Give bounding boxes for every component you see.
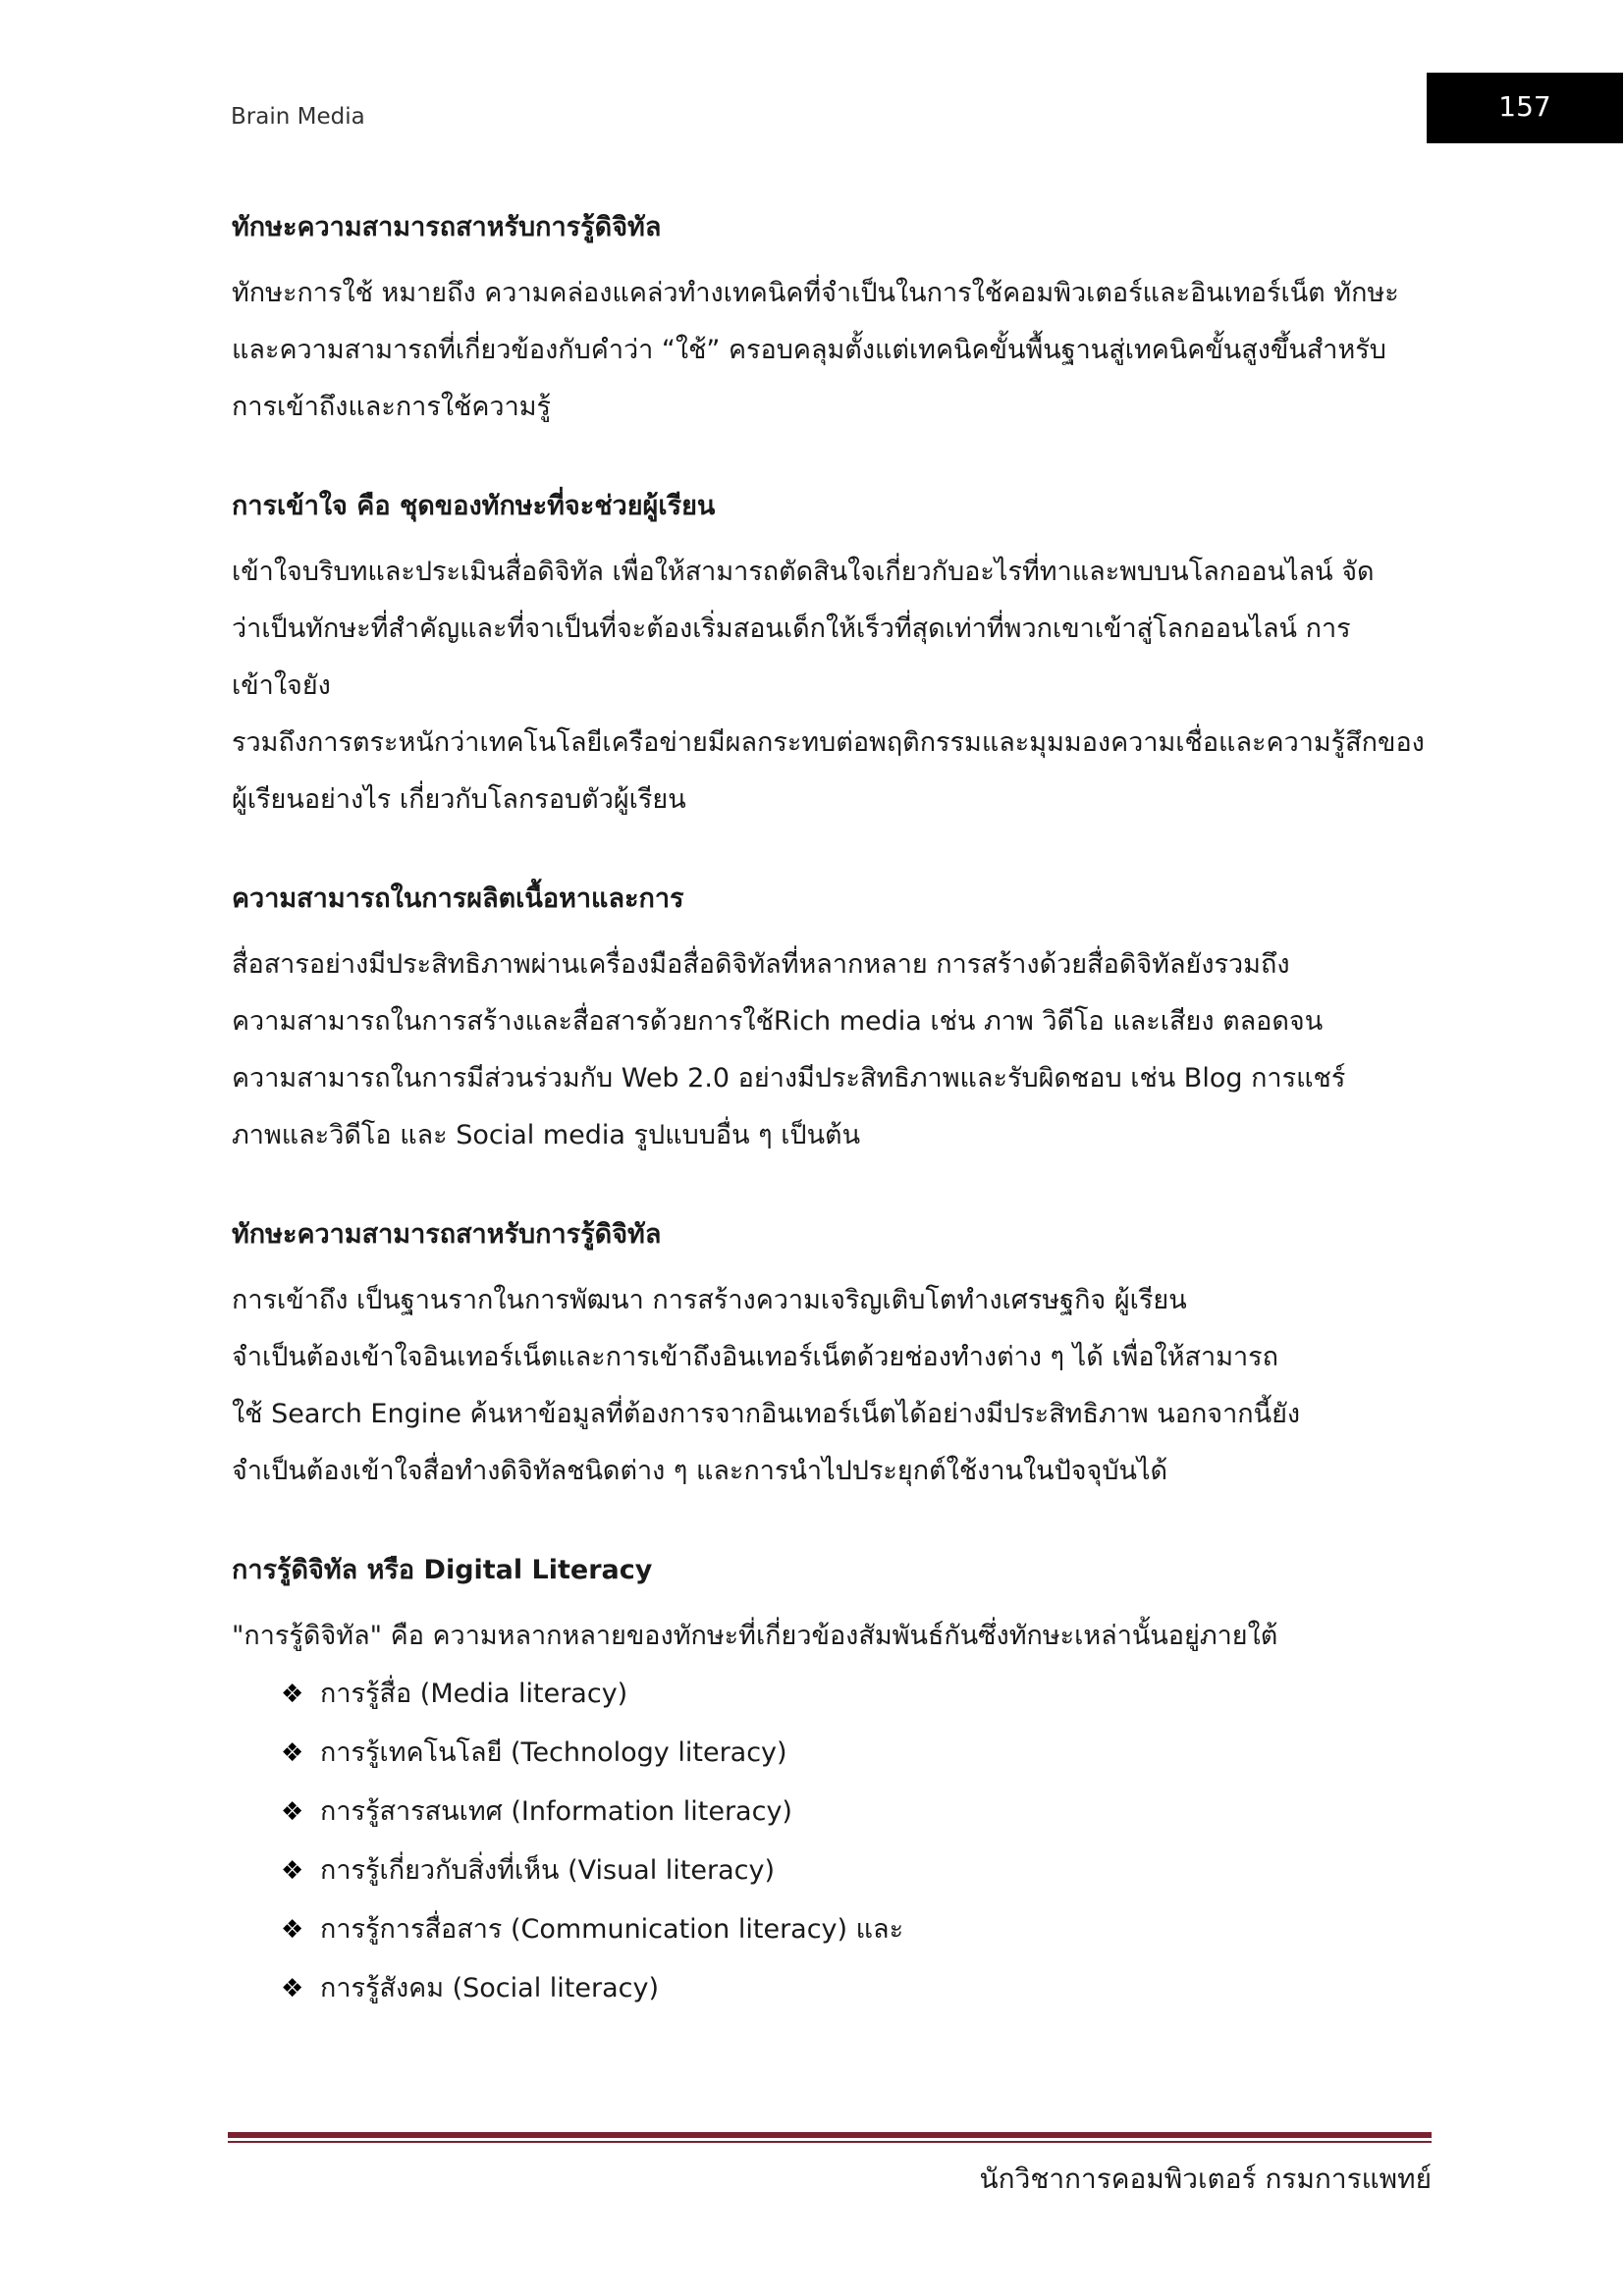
paragraph-line: รวมถึงการตระหนักว่าเทคโนโลยีเครือข่ายมีผลกระทบต่อพฤติกรรมและมุมมองความเชื่อและความรู้สึกของ [232,727,1425,758]
list-item-label: การรู้เทคโนโลยี (Technology literacy) [320,1737,787,1768]
document-body [232,206,1439,2067]
list-item [281,1665,1439,1724]
section-heading: การเข้าใจ คือ ชุดของทักษะที่จะช่วยผู้เรียน [232,491,716,521]
section-heading: ทักษะความสามารถสาหรับการรู้ดิจิทัล [232,1219,662,1250]
diamond-bullet-icon: ❖ [281,1915,304,1945]
list-item-label: การรู้สังคม (Social literacy) [320,1973,659,2003]
literacy-list [232,1665,1439,2018]
paragraph-line: และความสามารถที่เกี่ยวข้องกับคำว่า “ใช้” ครอบคลุมตั้งแต่เทคนิคขั้นพื้นฐานสู่เทคนิคขั้นสูงขึ้นสำหรับ [232,335,1386,365]
paragraph-line: เข้าใจบริบทและประเมินสื่อดิจิทัล เพื่อให้สามารถตัดสินใจเกี่ยวกับอะไรที่ทาและพบบนโลกออนไลน์ จัด [232,557,1375,587]
section-content-creation [232,878,1439,1164]
paragraph-line: จำเป็นต้องเข้าใจอินเทอร์เน็ตและการเข้าถึงอินเทอร์เน็ตด้วยช่องทำงต่าง ๆ ได้ เพื่อให้สามารถ [232,1342,1278,1372]
section-heading: ความสามารถในการผลิตเนื้อหาและการ [232,883,684,914]
section-digital-literacy [232,1549,1439,2018]
paragraph-line: ว่าเป็นทักษะที่สำคัญและที่จาเป็นที่จะต้องเริ่มสอนเด็กให้เร็วที่สุดเท่าที่พวกเขาเข้าสู่โลกออนไลน์ การ [232,614,1351,644]
footer-divider [228,2132,1432,2143]
list-item [281,1783,1439,1842]
paragraph-line: ใช้ Search Engine ค้นหาข้อมูลที่ต้องการจากอินเทอร์เน็ตได้อย่างมีประสิทธิภาพ นอกจากนี้ยัง [232,1399,1301,1429]
paragraph-line: จำเป็นต้องเข้าใจสื่อทำงดิจิทัลชนิดต่าง ๆ และการนำไปประยุกต์ใช้งานในปัจจุบันได้ [232,1456,1168,1486]
diamond-bullet-icon: ❖ [281,1974,304,2003]
paragraph-line: ภาพและวิดีโอ และ Social media รูปแบบอื่น ๆ เป็นต้น [232,1120,861,1150]
paragraph-line: การเข้าถึงและการใช้ความรู้ [232,392,552,422]
section-digital-skills-2 [232,1213,1439,1500]
footer-text: นักวิชาการคอมพิวเตอร์ กรมการแพทย์ [979,2163,1432,2195]
paragraph-line: "การรู้ดิจิทัล" คือ ความหลากหลายของทักษะที่เกี่ยวข้องสัมพันธ์กันซึ่งทักษะเหล่านั้นอยู่ภายใต้ [232,1621,1278,1651]
paragraph-line: ความสามารถในการมีส่วนร่วมกับ Web 2.0 อย่างมีประสิทธิภาพและรับผิดชอบ เช่น Blog การแชร์ [232,1063,1346,1094]
paragraph-line: ผู้เรียนอย่างไร เกี่ยวกับโลกรอบตัวผู้เรียน [232,784,686,815]
list-item-label: การรู้เกี่ยวกับสิ่งที่เห็น (Visual literacy) [320,1855,776,1886]
list-item [281,1900,1439,1959]
page-number-label: 157 [1498,90,1551,123]
list-item-label: การรู้สารสนเทศ (Information literacy) [320,1796,792,1827]
page-number [1427,73,1623,143]
diamond-bullet-icon: ❖ [281,1680,304,1709]
list-item-label: การรู้สื่อ (Media literacy) [320,1679,628,1709]
section-heading: ทักษะความสามารถสาหรับการรู้ดิจิทัล [232,212,662,242]
diamond-bullet-icon: ❖ [281,1797,304,1827]
paragraph-line: เข้าใจยัง [232,670,331,701]
list-item [281,1842,1439,1900]
header-brand: Brain Media [231,104,365,130]
footer-rule-thin [228,2141,1432,2143]
paragraph-line: ทักษะการใช้ หมายถึง ความคล่องแคล่วทำงเทคนิคที่จำเป็นในการใช้คอมพิวเตอร์และอินเทอร์เน็ต ทักษะ [232,278,1399,308]
section-heading: การรู้ดิจิทัล หรือ Digital Literacy [232,1555,653,1585]
paragraph-line: การเข้าถึง เป็นฐานรากในการพัฒนา การสร้างความเจริญเติบโตทำงเศรษฐกิจ ผู้เรียน [232,1285,1187,1315]
list-item [281,1959,1439,2018]
section-digital-skills-1 [232,206,1439,436]
paragraph-line: ความสามารถในการสร้างและสื่อสารด้วยการใช้Rich media เช่น ภาพ วิดีโอ และเสียง ตลอดจน [232,1006,1324,1037]
list-item-label: การรู้การสื่อสาร (Communication literacy) และ [320,1914,904,1945]
section-understanding [232,485,1439,828]
diamond-bullet-icon: ❖ [281,1856,304,1886]
list-item [281,1724,1439,1783]
diamond-bullet-icon: ❖ [281,1738,304,1768]
paragraph-line: สื่อสารอย่างมีประสิทธิภาพผ่านเครื่องมือสื่อดิจิทัลที่หลากหลาย การสร้างด้วยสื่อดิจิทัลยังรวมถึง [232,949,1290,980]
